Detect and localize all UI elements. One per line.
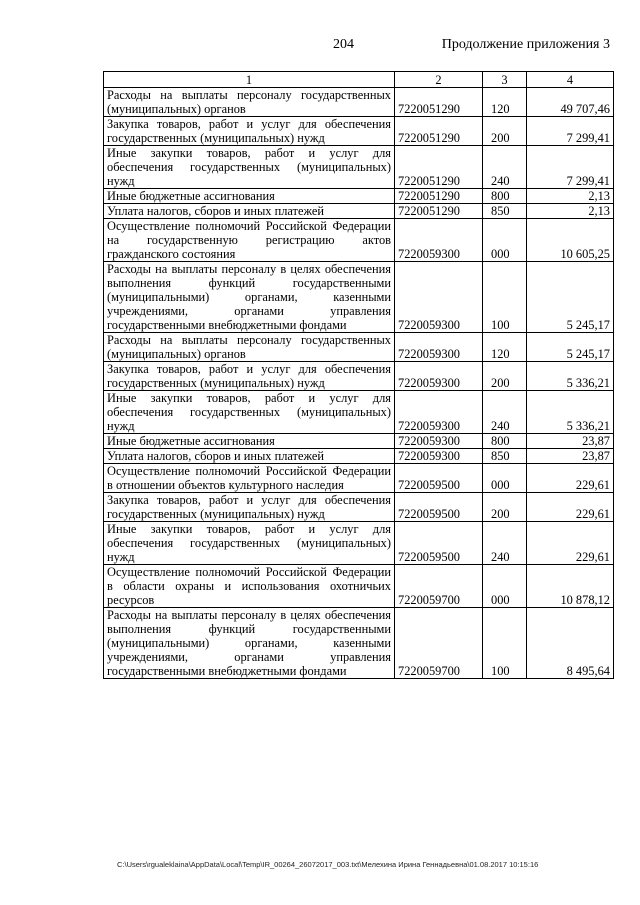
column-header: 4 (527, 72, 614, 88)
row-amount: 229,61 (527, 493, 614, 522)
page-number: 204 (333, 37, 354, 52)
table-row (104, 493, 614, 522)
table-row (104, 434, 614, 449)
row-code: 7220059300 (395, 449, 483, 464)
table-row (104, 391, 614, 434)
row-amount: 5 336,21 (527, 391, 614, 434)
row-amount: 7 299,41 (527, 117, 614, 146)
row-code: 7220059300 (395, 333, 483, 362)
row-description: Иные закупки товаров, работ и услуг для обеспечения государственных (муниципальных) нужд (104, 391, 395, 434)
table-row (104, 146, 614, 189)
row-code: 7220059300 (395, 434, 483, 449)
row-type: 100 (483, 608, 527, 679)
row-amount: 229,61 (527, 522, 614, 565)
row-code: 7220059500 (395, 522, 483, 565)
row-code: 7220051290 (395, 88, 483, 117)
row-type: 240 (483, 391, 527, 434)
table-row (104, 189, 614, 204)
row-type: 240 (483, 522, 527, 565)
row-description: Иные бюджетные ассигнования (104, 434, 395, 449)
row-amount: 5 245,17 (527, 262, 614, 333)
row-type: 000 (483, 219, 527, 262)
column-header: 2 (395, 72, 483, 88)
row-amount: 5 245,17 (527, 333, 614, 362)
row-type: 200 (483, 493, 527, 522)
row-type: 850 (483, 204, 527, 219)
row-type: 240 (483, 146, 527, 189)
row-type: 000 (483, 464, 527, 493)
table-header-row (104, 72, 614, 88)
table-row (104, 464, 614, 493)
row-description: Расходы на выплаты персоналу в целях обеспечения выполнения функций государственными (муниципальными) органами, казенными учреждениями, органами управления государственными внебюджетными фондами (104, 608, 395, 679)
row-code: 7220051290 (395, 204, 483, 219)
column-header: 1 (104, 72, 395, 88)
row-description: Иные закупки товаров, работ и услуг для обеспечения государственных (муниципальных) нужд (104, 146, 395, 189)
row-type: 120 (483, 88, 527, 117)
row-type: 100 (483, 262, 527, 333)
table-row (104, 522, 614, 565)
table-row (104, 362, 614, 391)
continuation-label: Продолжение приложения 3 (441, 37, 610, 52)
row-amount: 49 707,46 (527, 88, 614, 117)
row-code: 7220051290 (395, 146, 483, 189)
table-row (104, 88, 614, 117)
row-code: 7220059300 (395, 219, 483, 262)
row-description: Уплата налогов, сборов и иных платежей (104, 204, 395, 219)
row-code: 7220051290 (395, 189, 483, 204)
table-row (104, 219, 614, 262)
row-code: 7220059700 (395, 608, 483, 679)
row-type: 800 (483, 189, 527, 204)
row-amount: 10 878,12 (527, 565, 614, 608)
row-code: 7220059500 (395, 493, 483, 522)
row-description: Осуществление полномочий Российской Федерации в области охраны и использования охотничьих ресурсов (104, 565, 395, 608)
row-type: 200 (483, 362, 527, 391)
table-row (104, 117, 614, 146)
column-header: 3 (483, 72, 527, 88)
row-type: 000 (483, 565, 527, 608)
table-body (104, 88, 614, 679)
page-header (0, 37, 640, 57)
row-amount: 2,13 (527, 204, 614, 219)
row-code: 7220059300 (395, 362, 483, 391)
row-code: 7220059300 (395, 391, 483, 434)
row-description: Закупка товаров, работ и услуг для обеспечения государственных (муниципальных) нужд (104, 493, 395, 522)
row-description: Осуществление полномочий Российской Федерации в отношении объектов культурного наследия (104, 464, 395, 493)
row-description: Закупка товаров, работ и услуг для обеспечения государственных (муниципальных) нужд (104, 362, 395, 391)
table-row (104, 449, 614, 464)
row-amount: 10 605,25 (527, 219, 614, 262)
row-type: 120 (483, 333, 527, 362)
row-amount: 2,13 (527, 189, 614, 204)
row-type: 200 (483, 117, 527, 146)
row-amount: 229,61 (527, 464, 614, 493)
row-code: 7220059700 (395, 565, 483, 608)
row-description: Закупка товаров, работ и услуг для обеспечения государственных (муниципальных) нужд (104, 117, 395, 146)
row-type: 850 (483, 449, 527, 464)
budget-table (103, 71, 614, 679)
row-code: 7220051290 (395, 117, 483, 146)
row-description: Расходы на выплаты персоналу государственных (муниципальных) органов (104, 88, 395, 117)
table-row (104, 262, 614, 333)
row-code: 7220059300 (395, 262, 483, 333)
row-description: Иные бюджетные ассигнования (104, 189, 395, 204)
table-row (104, 204, 614, 219)
row-amount: 8 495,64 (527, 608, 614, 679)
row-description: Иные закупки товаров, работ и услуг для обеспечения государственных (муниципальных) нужд (104, 522, 395, 565)
row-type: 800 (483, 434, 527, 449)
row-description: Расходы на выплаты персоналу государственных (муниципальных) органов (104, 333, 395, 362)
file-path-footer: C:\Users\rgualeklaina\AppData\Local\Temp\IR_00264_26072017_003.txt\Мелехина Ирина Геннадьевна\01.08.2017 10:15:16 (117, 860, 539, 869)
table-row (104, 565, 614, 608)
row-amount: 5 336,21 (527, 362, 614, 391)
table-row (104, 333, 614, 362)
row-code: 7220059500 (395, 464, 483, 493)
row-description: Уплата налогов, сборов и иных платежей (104, 449, 395, 464)
table-row (104, 608, 614, 679)
row-amount: 23,87 (527, 434, 614, 449)
row-amount: 23,87 (527, 449, 614, 464)
row-description: Осуществление полномочий Российской Федерации на государственную регистрацию актов гражданского состояния (104, 219, 395, 262)
row-description: Расходы на выплаты персоналу в целях обеспечения выполнения функций государственными (муниципальными) органами, казенными учреждениями, органами управления государственными внебюджетными фондами (104, 262, 395, 333)
row-amount: 7 299,41 (527, 146, 614, 189)
